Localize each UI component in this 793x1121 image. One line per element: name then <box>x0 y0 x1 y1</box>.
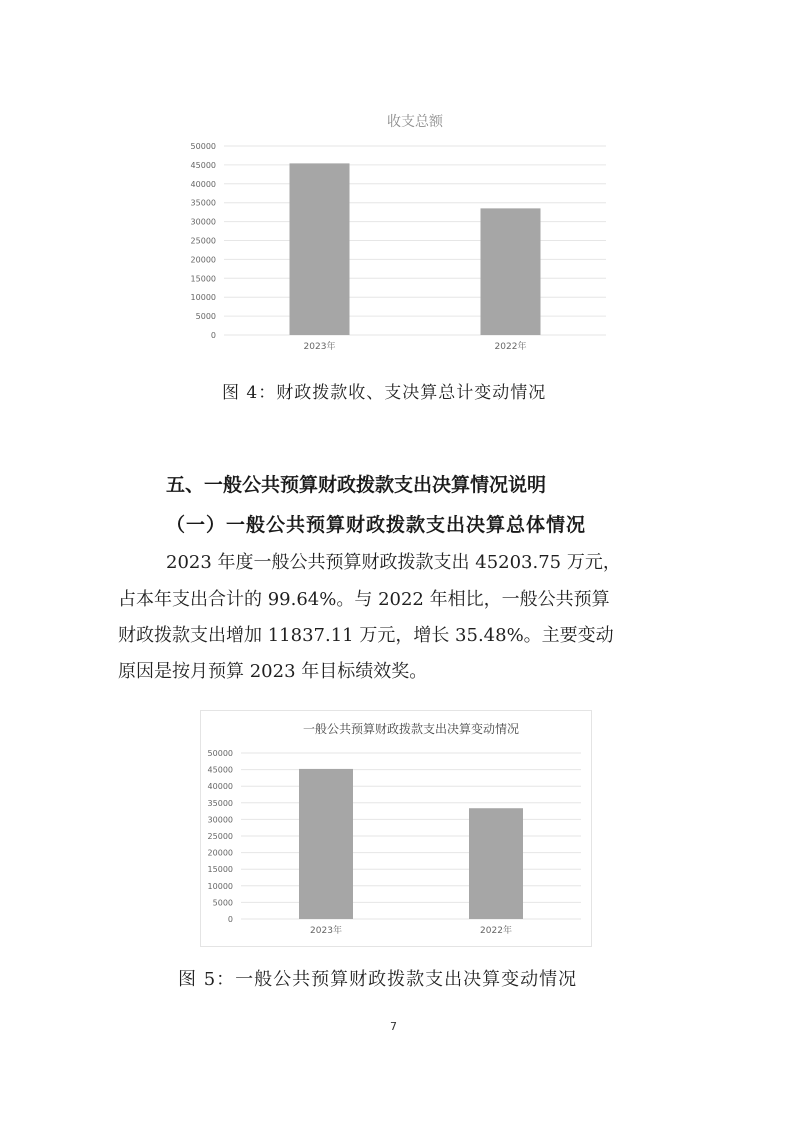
chart-2-xtick: 2022年 <box>480 926 512 936</box>
chart-1-ytick: 20000 <box>190 255 216 265</box>
chart-2-ytick: 50000 <box>207 749 233 758</box>
section-heading: 五、一般公共预算财政拨款支出决算情况说明 <box>166 474 547 496</box>
chart-2-ytick: 30000 <box>207 815 233 825</box>
chart-1-ytick: 10000 <box>190 293 216 303</box>
figure-5-caption: 图 5：一般公共预算财政拨款支出决算变动情况 <box>178 969 578 990</box>
chart-1-ytick: 0 <box>210 331 216 340</box>
chart-1-ytick: 50000 <box>190 142 216 151</box>
paragraph-line-4: 原因是按月预算 2023 年目标绩效奖。 <box>118 661 428 682</box>
chart-1-ytick: 25000 <box>190 236 216 246</box>
chart-1-ytick: 30000 <box>190 217 216 227</box>
chart-2-ytick: 10000 <box>207 881 233 891</box>
chart-2-ytick: 0 <box>227 915 233 924</box>
paragraph-line-2: 占本年支出合计的 99.64%。与 2022 年相比，一般公共预算 <box>118 589 610 610</box>
chart-2-bar-2023年 <box>299 769 353 919</box>
chart-2-ytick: 20000 <box>207 848 233 858</box>
chart-1-bar-2023年 <box>290 163 350 335</box>
chart-2-title: 一般公共预算财政拨款支出决算变动情况 <box>302 722 520 736</box>
chart-1-xtick: 2022年 <box>494 342 527 352</box>
chart-1-bar-2022年 <box>481 208 541 335</box>
chart-general-budget-expenditure <box>200 710 592 947</box>
chart-1-title: 收支总额 <box>387 114 443 130</box>
paragraph-line-1: 2023 年度一般公共预算财政拨款支出 45203.75 万元， <box>166 552 621 573</box>
chart-2-ytick: 45000 <box>207 765 233 775</box>
chart-1-ytick: 5000 <box>195 312 216 322</box>
chart-general-budget-expenditure-svg <box>201 711 591 946</box>
chart-2-xtick: 2023年 <box>310 926 342 936</box>
chart-income-expense-total <box>160 100 620 365</box>
paragraph-line-3: 财政拨款支出增加 11837.11 万元，增长 35.48%。主要变动 <box>118 625 614 646</box>
chart-2-ytick: 15000 <box>207 865 233 875</box>
page-number: 7 <box>390 1020 397 1033</box>
chart-1-ytick: 35000 <box>190 198 216 208</box>
figure-4-caption: 图 4：财政拨款收、支决算总计变动情况 <box>222 383 547 403</box>
chart-2-ytick: 25000 <box>207 832 233 841</box>
chart-2-ytick: 5000 <box>212 898 233 908</box>
chart-1-ytick: 40000 <box>190 179 216 189</box>
subsection-heading: （一）一般公共预算财政拨款支出决算总体情况 <box>166 514 587 536</box>
chart-2-ytick: 35000 <box>207 798 233 808</box>
chart-1-ytick: 15000 <box>190 274 216 284</box>
chart-2-ytick: 40000 <box>207 782 233 792</box>
chart-income-expense-total-svg <box>160 100 620 365</box>
chart-1-ytick: 45000 <box>190 160 216 170</box>
chart-2-bar-2022年 <box>469 808 523 919</box>
chart-1-xtick: 2023年 <box>303 342 336 352</box>
